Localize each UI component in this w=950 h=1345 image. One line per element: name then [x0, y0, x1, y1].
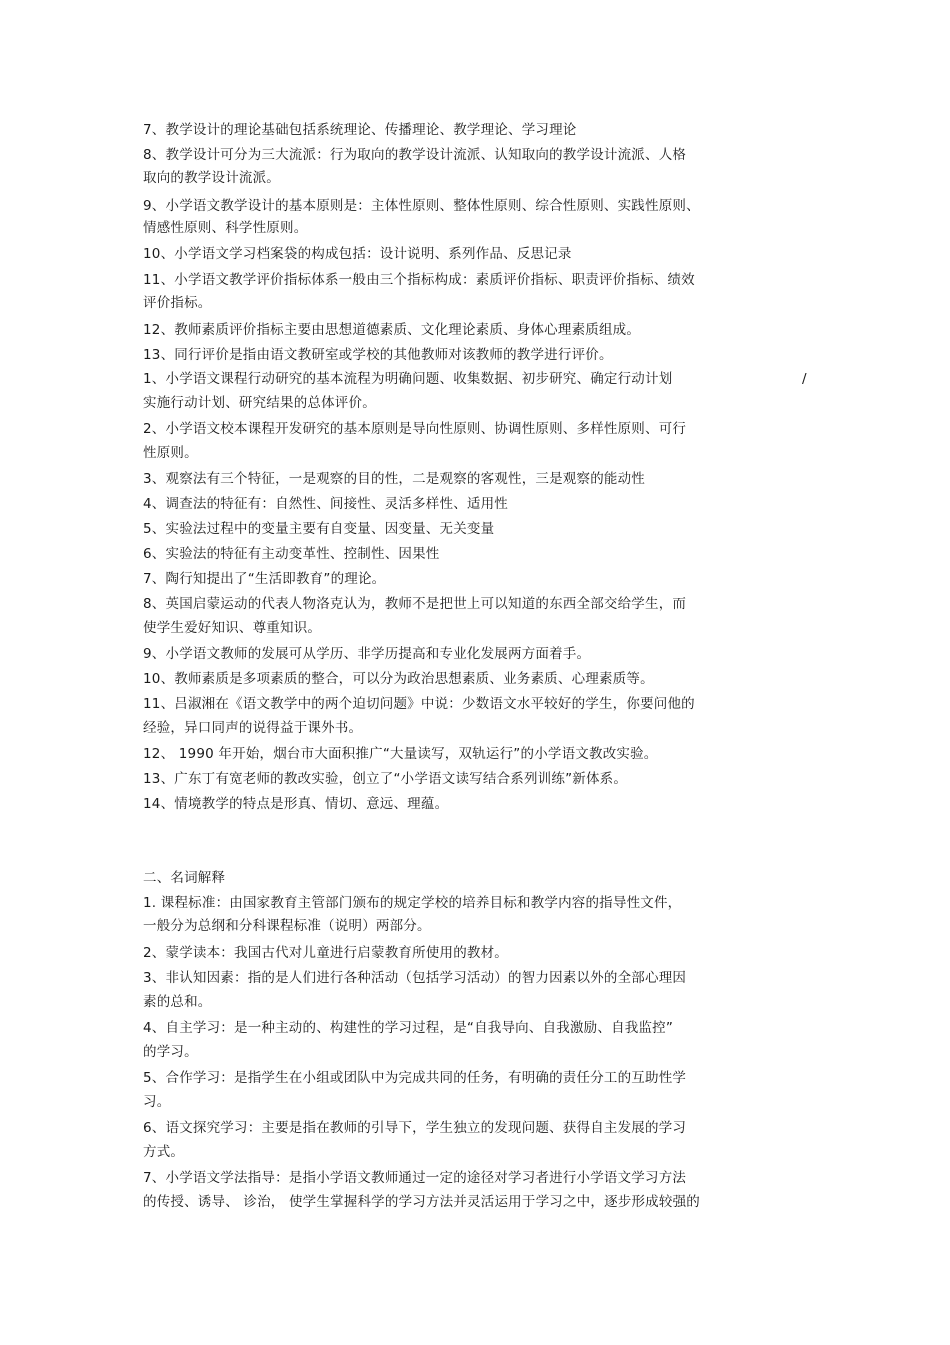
- item-line: 9、小学语文教学设计的基本原则是：主体性原则、整体性原则、综合性原则、实践性原则、: [143, 198, 700, 214]
- term-line: 方式。: [143, 1144, 185, 1160]
- term-line: 的学习。: [143, 1044, 198, 1060]
- item-line: 13、广东丁有宽老师的教改实验，创立了“小学语文读写结合系列训练”新体系。: [143, 771, 628, 787]
- item-line: 经验，异口同声的说得益于课外书。: [143, 720, 363, 736]
- item-line: 7、教学设计的理论基础包括系统理论、传播理论、教学理论、学习理论: [143, 122, 577, 138]
- item-line: 8、教学设计可分为三大流派：行为取向的教学设计流派、认知取向的教学设计流派、人格: [143, 147, 687, 163]
- item-line: 4、调查法的特征有：自然性、间接性、灵活多样性、适用性: [143, 496, 508, 512]
- item-line: 3、观察法有三个特征，一是观察的目的性，二是观察的客观性，三是观察的能动性: [143, 471, 645, 487]
- item-line: 7、陶行知提出了“生活即教育”的理论。: [143, 571, 386, 587]
- section-heading: 二、名词解释: [143, 870, 226, 886]
- term-line: 6、语文探究学习：主要是指在教师的引导下，学生独立的发现问题、获得自主发展的学习: [143, 1120, 687, 1136]
- item-line: 取向的教学设计流派。: [143, 170, 280, 186]
- item-line: 10、小学语文学习档案袋的构成包括：设计说明、系列作品、反思记录: [143, 246, 572, 262]
- term-line: 7、小学语文学法指导：是指小学语文教师通过一定的途径对学习者进行小学语文学习方法: [143, 1170, 687, 1186]
- term-line: 3、非认知因素：指的是人们进行各种活动（包括学习活动）的智力因素以外的全部心理因: [143, 970, 687, 986]
- term-line: 5、合作学习：是指学生在小组或团队中为完成共同的任务，有明确的责任分工的互助性学: [143, 1070, 687, 1086]
- item-line: 使学生爱好知识、尊重知识。: [143, 620, 322, 636]
- term-line: 4、自主学习：是一种主动的、构建性的学习过程，是“自我导向、自我激励、自我监控”: [143, 1020, 674, 1036]
- slash-mark: /: [802, 371, 807, 387]
- item-line: 14、情境教学的特点是形真、情切、意远、理蕴。: [143, 796, 449, 812]
- item-line: 5、实验法过程中的变量主要有自变量、因变量、无关变量: [143, 521, 495, 537]
- term-line: 1. 课程标准：由国家教育主管部门颁布的规定学校的培养目标和教学内容的指导性文件，: [143, 895, 682, 911]
- item-line: 评价指标。: [143, 295, 212, 311]
- item-line: 1、小学语文课程行动研究的基本流程为明确问题、收集数据、初步研究、确定行动计划: [143, 371, 673, 387]
- item-line: 10、教师素质是多项素质的整合，可以分为政治思想素质、业务素质、心理素质等。: [143, 671, 654, 687]
- item-line: 12、 1990 年开始，烟台市大面积推广“大量读写，双轨运行”的小学语文教改实验。: [143, 746, 658, 762]
- term-line: 的传授、诱导、 诊治， 使学生掌握科学的学习方法并灵活运用于学习之中，逐步形成较强的: [143, 1194, 700, 1210]
- item-line: 6、实验法的特征有主动变革性、控制性、因果性: [143, 546, 440, 562]
- item-line: 12、教师素质评价指标主要由思想道德素质、文化理论素质、身体心理素质组成。: [143, 322, 641, 338]
- term-line: 一般分为总纲和分科课程标准（说明）两部分。: [143, 918, 431, 934]
- item-line: 9、小学语文教师的发展可从学历、非学历提高和专业化发展两方面着手。: [143, 646, 591, 662]
- item-line: 11、小学语文教学评价指标体系一般由三个指标构成：素质评价指标、职责评价指标、绩效: [143, 272, 695, 288]
- item-line: 2、小学语文校本课程开发研究的基本原则是导向性原则、协调性原则、多样性原则、可行: [143, 421, 687, 437]
- term-line: 素的总和。: [143, 994, 212, 1010]
- term-line: 2、蒙学读本：我国古代对儿童进行启蒙教育所使用的教材。: [143, 945, 508, 961]
- item-line: 实施行动计划、研究结果的总体评价。: [143, 395, 376, 411]
- term-line: 习。: [143, 1094, 171, 1110]
- item-line: 情感性原则、科学性原则。: [143, 220, 308, 236]
- item-line: 8、英国启蒙运动的代表人物洛克认为，教师不是把世上可以知道的东西全部交给学生，而: [143, 596, 687, 612]
- item-line: 性原则。: [143, 445, 198, 461]
- item-line: 13、同行评价是指由语文教研室或学校的其他教师对该教师的教学进行评价。: [143, 347, 613, 363]
- item-line: 11、吕淑湘在《语文教学中的两个迫切问题》中说：少数语文水平较好的学生，你要问他的: [143, 696, 695, 712]
